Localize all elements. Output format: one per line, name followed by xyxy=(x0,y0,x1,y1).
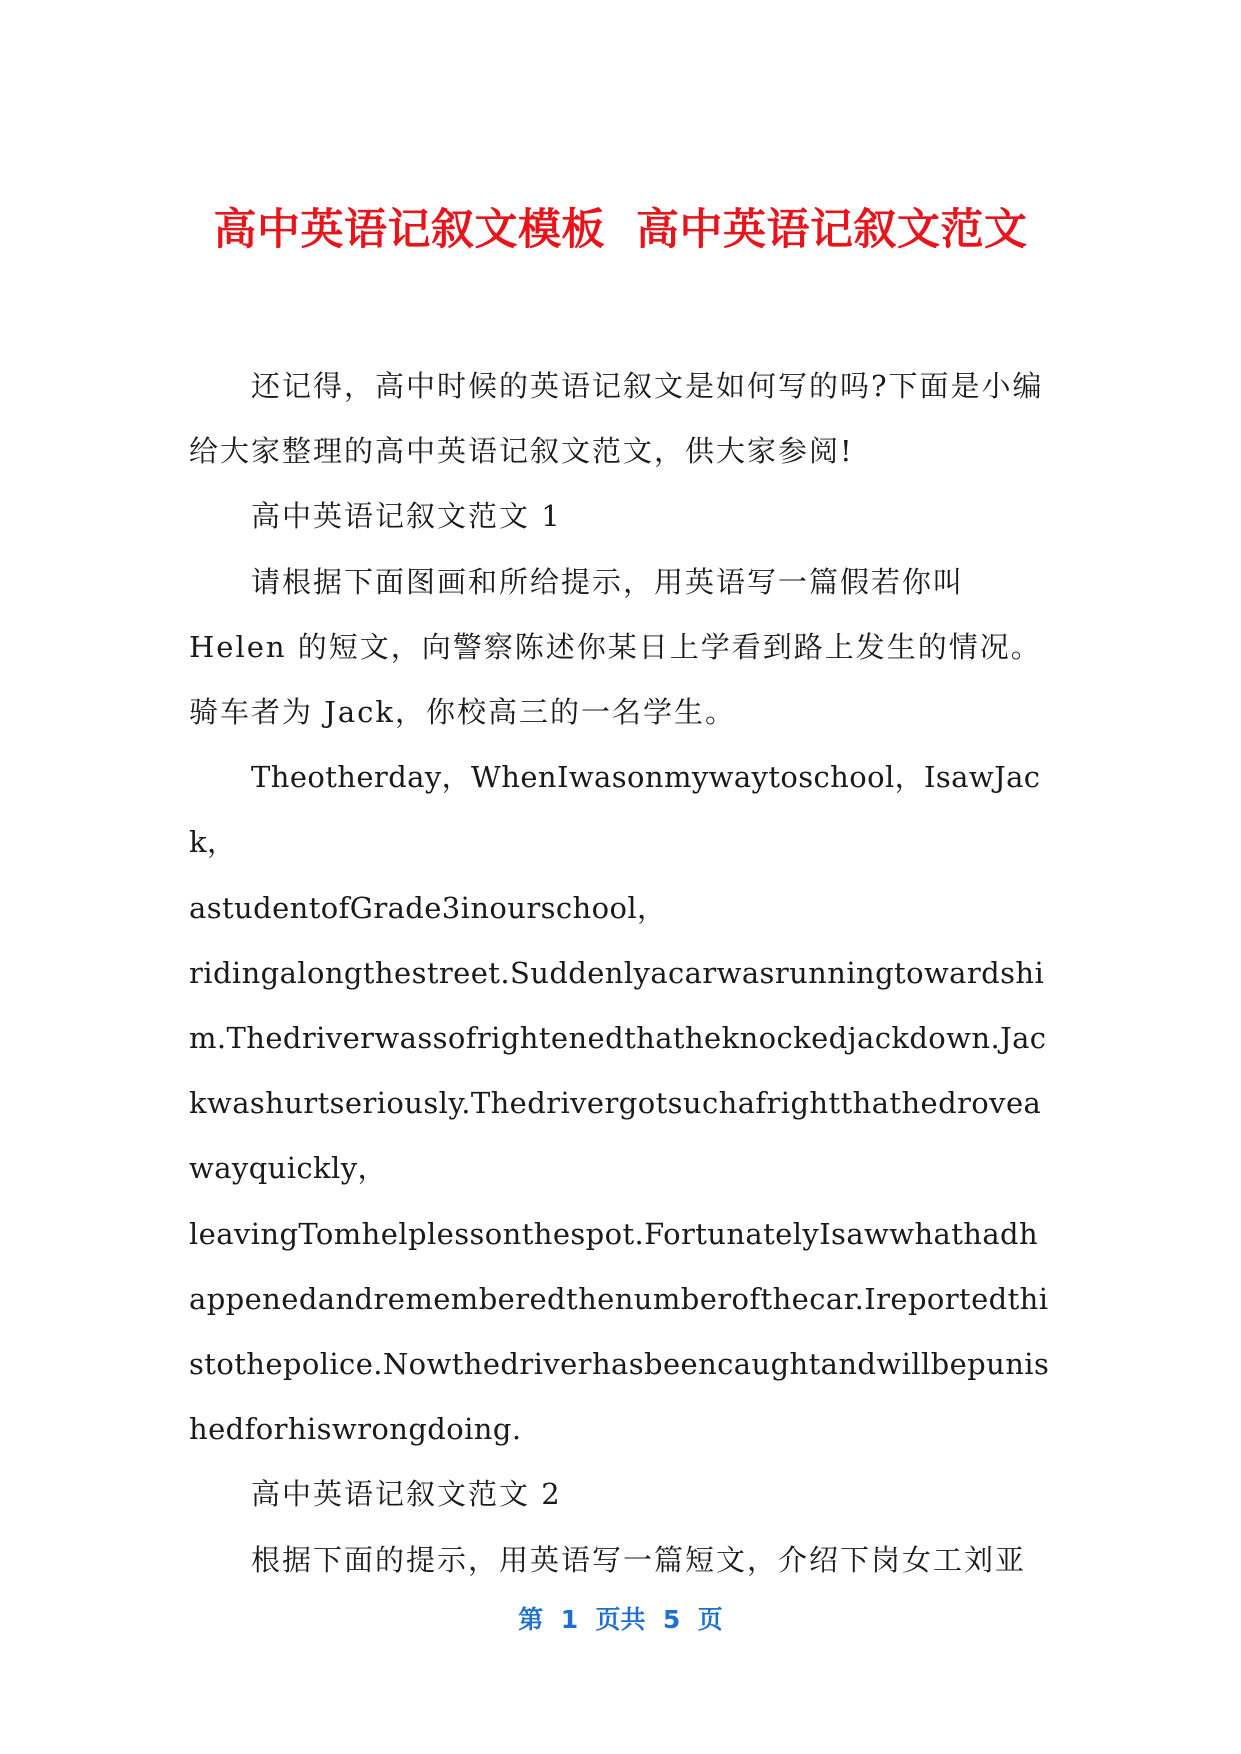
prompt-paragraph-1: 请根据下面图画和所给提示，用英语写一篇假若你叫 Helen 的短文，向警察陈述你某日上学看到路上发生的情况。骑车者为 Jack，你校高三的一名学生。 xyxy=(189,564,1042,730)
essay-line-2: astudentofGrade3inourschool， xyxy=(189,890,667,925)
essay-line-3: ridingalongthestreet.Suddenlyacarwasrunningtowardshim.Thedriverwassofrightenedthatheknockedjackdown.Jackwashurtseriously.Thedrivergotsuchafrightthathedroveawayquickly， xyxy=(189,955,1047,1186)
section-heading-2: 高中英语记叙文范文 2 xyxy=(251,1477,562,1512)
prompt-paragraph-2: 根据下面的提示，用英语写一篇短文，介绍下岗女工刘亚 xyxy=(251,1542,1027,1577)
document-body xyxy=(189,354,1055,1593)
essay-line-4: leavingTomhelplessonthespot.FortunatelyIsawwhathadhappenedandrememberedthenumberofthecar.Ireportedthistothepolice.Nowthedriverhasbeencaughtandwillbepunishedforhiswrongdoing. xyxy=(189,1216,1050,1447)
intro-paragraph: 还记得，高中时候的英语记叙文是如何写的吗?下面是小编给大家整理的高中英语记叙文范文，供大家参阅! xyxy=(189,369,1044,469)
page-number: 第 1 页共 5 页 xyxy=(518,1605,723,1634)
essay-line-1: Theotherday，WhenIwasonmywaytoschool，IsawJack， xyxy=(189,760,1041,860)
section-heading-1: 高中英语记叙文范文 1 xyxy=(251,499,562,534)
document-title: 高中英语记叙文模板 高中英语记叙文范文 xyxy=(213,205,1028,255)
